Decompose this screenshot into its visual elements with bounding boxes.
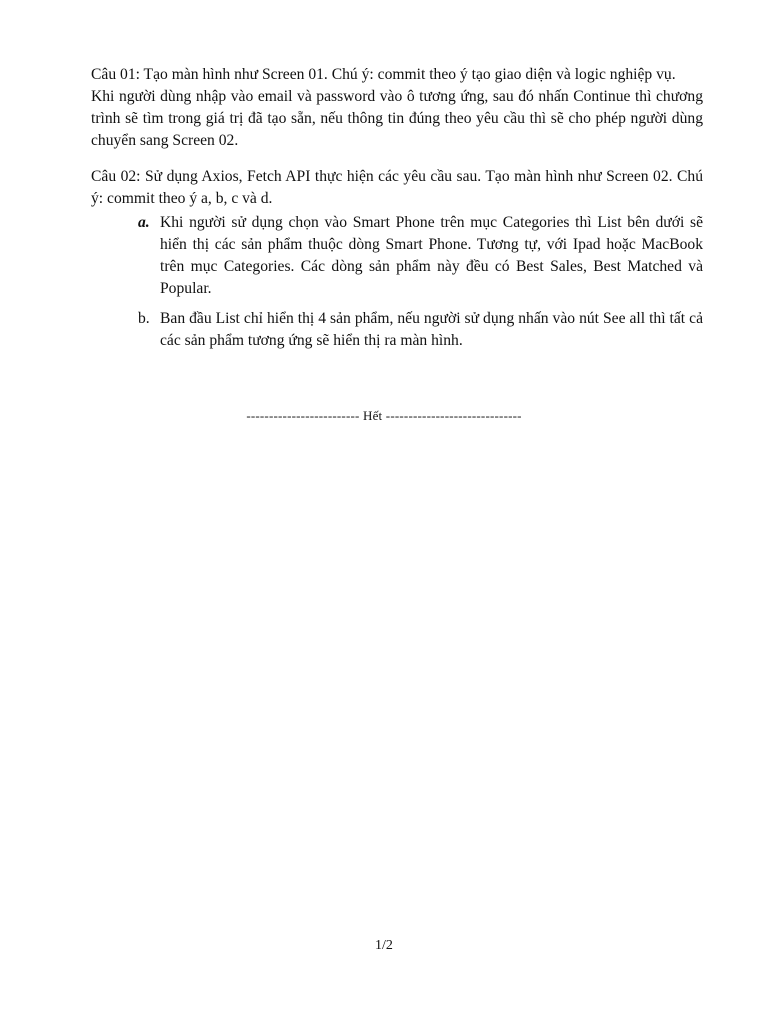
question-2-list	[91, 212, 703, 352]
question-2-intro: Câu 02: Sử dụng Axios, Fetch API thực hiện các yêu cầu sau. Tạo màn hình như Screen 02. Chú ý: commit theo ý a, b, c và d.	[91, 168, 703, 207]
list-marker-a: a.	[138, 214, 150, 231]
document-body	[91, 64, 703, 360]
paragraph-spacer	[91, 152, 703, 166]
list-item-a-text: Khi người sử dụng chọn vào Smart Phone trên mục Categories thì List bên dưới sẽ hiển thị các sản phẩm thuộc dòng Smart Phone. Tương tự, với Ipad hoặc MacBook trên mục Categories. Các dòng sản phẩm này đều có Best Sales, Best Matched và Popular.	[160, 214, 703, 297]
list-item-a	[91, 212, 703, 300]
question-1-description: Khi người dùng nhập vào email và password vào ô tương ứng, sau đó nhấn Continue thì chương trình sẽ tìm trong giá trị đã tạo sẵn, nếu thông tin đúng theo yêu cầu thì sẽ cho phép người dùng chuyển sang Screen 02.	[91, 88, 703, 149]
list-item-b-text: Ban đầu List chỉ hiển thị 4 sản phẩm, nếu người sử dụng nhấn vào nút See all thì tất cả các sản phẩm tương ứng sẽ hiển thị ra màn hình.	[160, 310, 703, 349]
page-number: 1/2	[375, 938, 393, 953]
list-item-b	[91, 308, 703, 352]
list-marker-b: b.	[138, 310, 150, 327]
end-marker: ------------------------- Hết ------------------------------	[246, 408, 522, 423]
question-1-title: Câu 01: Tạo màn hình như Screen 01. Chú ý: commit theo ý tạo giao diện và logic nghiệp vụ.	[91, 66, 676, 83]
